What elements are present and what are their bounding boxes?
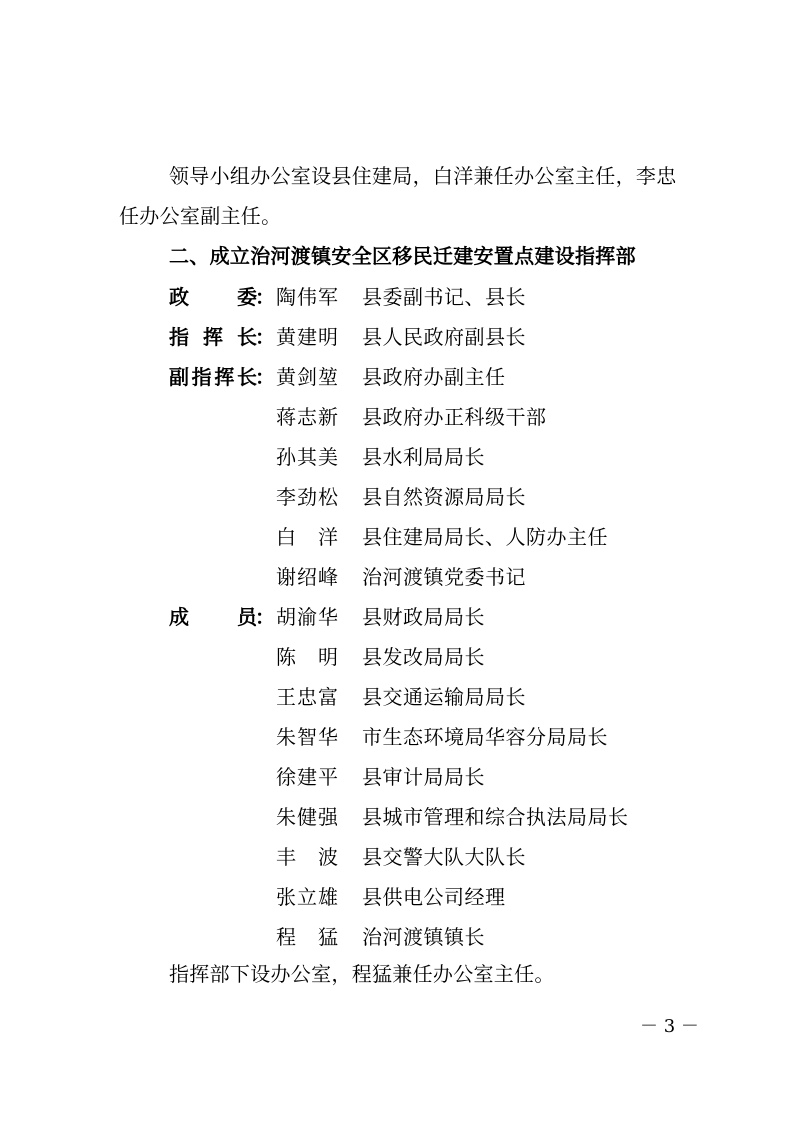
role-colon: ： <box>255 365 275 389</box>
member-name: 王忠富 <box>276 685 338 709</box>
member-title: 县水利局局长 <box>362 445 485 469</box>
member-title: 县财政局局长 <box>362 605 485 629</box>
role-colon: ： <box>255 285 275 309</box>
member-name: 程猛 <box>276 925 338 949</box>
role-colon: ： <box>255 325 275 349</box>
section-heading: 二、成立治河渡镇安全区移民迁建安置点建设指挥部 <box>169 244 636 268</box>
roster-row <box>0 877 793 917</box>
roster-row <box>0 317 793 357</box>
role-label: 政委 <box>169 285 257 309</box>
member-title: 县供电公司经理 <box>362 885 506 909</box>
member-title: 县交警大队大队长 <box>362 845 526 869</box>
member-name: 李劲松 <box>276 485 338 509</box>
roster-row <box>0 837 793 877</box>
role-label: 指挥长 <box>169 325 257 349</box>
roster-row <box>0 637 793 677</box>
member-title: 县人民政府副县长 <box>362 325 526 349</box>
roster-row <box>0 757 793 797</box>
member-title: 县委副书记、县长 <box>362 285 526 309</box>
roster-row <box>0 717 793 757</box>
roster-row <box>0 677 793 717</box>
member-name: 黄建明 <box>276 325 338 349</box>
member-title: 县交通运输局局长 <box>362 685 526 709</box>
role-label: 副指挥长 <box>169 365 257 389</box>
member-title: 治河渡镇党委书记 <box>362 565 526 589</box>
roster-row <box>0 917 793 957</box>
member-name: 白洋 <box>276 525 338 549</box>
member-name: 徐建平 <box>276 765 338 789</box>
roster-row <box>0 437 793 477</box>
member-title: 县自然资源局局长 <box>362 485 526 509</box>
member-name: 陶伟军 <box>276 285 338 309</box>
member-name: 朱智华 <box>276 725 338 749</box>
roster-row <box>0 357 793 397</box>
roster-row <box>0 277 793 317</box>
role-label: 成员 <box>169 605 257 629</box>
member-title: 县发改局局长 <box>362 645 485 669</box>
member-name: 孙其美 <box>276 445 338 469</box>
member-name: 胡渝华 <box>276 605 338 629</box>
roster-row <box>0 397 793 437</box>
member-title: 治河渡镇镇长 <box>362 925 485 949</box>
page-number: － 3 － <box>640 1016 699 1037</box>
roster-row <box>0 597 793 637</box>
roster-row <box>0 477 793 517</box>
member-name: 丰波 <box>276 845 338 869</box>
role-colon: ： <box>255 605 275 629</box>
roster-row <box>0 557 793 597</box>
member-name: 蒋志新 <box>276 405 338 429</box>
member-name: 谢绍峰 <box>276 565 338 589</box>
roster-row <box>0 517 793 557</box>
member-title: 县政府办正科级干部 <box>362 405 547 429</box>
member-title: 县审计局局长 <box>362 765 485 789</box>
member-title: 市生态环境局华容分局局长 <box>362 725 608 749</box>
closing-paragraph: 指挥部下设办公室，程猛兼任办公室主任。 <box>169 962 555 986</box>
member-name: 黄剑堃 <box>276 365 338 389</box>
member-name: 张立雄 <box>276 885 338 909</box>
member-title: 县住建局局长、人防办主任 <box>362 525 608 549</box>
member-title: 县城市管理和综合执法局局长 <box>362 805 629 829</box>
intro-paragraph: 领导小组办公室设县住建局，白洋兼任办公室主任，李忠任办公室副主任。 <box>119 164 677 228</box>
member-title: 县政府办副主任 <box>362 365 506 389</box>
roster-row <box>0 797 793 837</box>
member-name: 朱健强 <box>276 805 338 829</box>
member-name: 陈明 <box>276 645 338 669</box>
